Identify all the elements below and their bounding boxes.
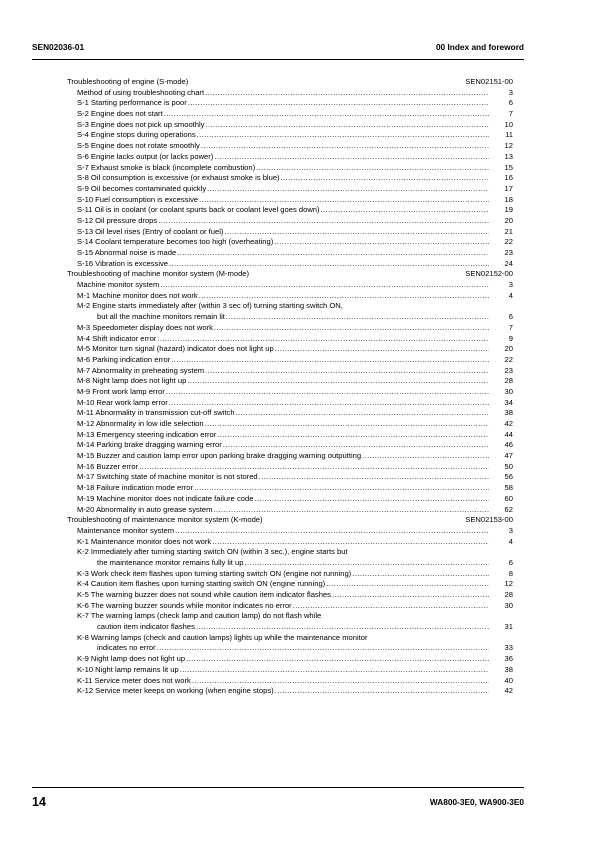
dot-leader [205,88,489,99]
dot-leader [169,259,489,270]
toc-entry-page: 3 [508,525,513,535]
dot-leader [158,216,489,227]
toc-entry[interactable] [67,472,513,483]
document-code: SEN02036-01 [32,42,85,52]
toc-entry-multiline[interactable] [67,633,513,654]
toc-entry[interactable] [67,248,513,259]
toc-entry-page: 30 [504,600,513,610]
toc-entry[interactable] [67,622,513,633]
dot-leader [275,686,489,697]
toc-entry-page: 38 [504,408,513,418]
toc-entry-title: caution item indicator flashes [97,622,195,632]
toc-entry-page: 56 [504,472,513,482]
toc-entry-page: 36 [504,654,513,664]
toc-entry[interactable] [67,558,513,569]
dot-leader [205,419,489,430]
toc-entry-title: S-1 Starting performance is poor [77,98,187,108]
toc-entry-title: M-10 Rear work lamp error [77,397,168,407]
toc-entry-page: 18 [504,194,513,204]
toc-entry-title: S-8 Oil consumption is excessive (or exhaust smoke is blue) [77,173,280,183]
toc-entry-title: K-4 Caution item flashes upon turning starting switch ON (engine running) [77,579,326,589]
dot-leader [180,665,489,676]
toc-entry-title: the maintenance monitor remains fully lit up [97,557,244,567]
toc-entry[interactable] [67,291,513,302]
dot-leader [352,569,489,580]
dot-leader [160,280,489,291]
toc-entry[interactable] [67,355,513,366]
toc-entry[interactable] [67,494,513,505]
toc-entry[interactable] [67,526,513,537]
toc-entry-page: 21 [504,226,513,236]
dot-leader [199,291,489,302]
toc-entry[interactable] [67,323,513,334]
toc-entry-page: 62 [504,504,513,514]
dot-leader [157,334,489,345]
toc-entry-page: 10 [504,119,513,129]
toc-entry-page: 3 [508,280,513,290]
toc-entry-page: 15 [504,162,513,172]
toc-entry-page: 58 [504,483,513,493]
toc-entry-page: 47 [504,451,513,461]
toc-entry-page: 44 [504,429,513,439]
toc-entry[interactable] [67,537,513,548]
toc-entry-title: S-5 Engine does not rotate smoothly [77,141,200,151]
toc-entry-page: 38 [504,664,513,674]
toc-entry-page: 20 [504,344,513,354]
dot-leader [362,451,489,462]
dot-leader [293,601,489,612]
toc-entry-page: 46 [504,440,513,450]
toc-entry-title: M-18 Failure indication mode error [77,483,194,493]
toc-entry[interactable] [67,676,513,687]
toc-entry[interactable] [67,195,513,206]
dot-leader [226,312,489,323]
page-header [32,42,524,54]
toc-entry[interactable] [67,184,513,195]
toc-entry-title: S-4 Engine stops during operations [77,130,196,140]
dot-leader [244,558,489,569]
dot-leader [171,355,489,366]
toc-entry[interactable] [67,109,513,120]
toc-entry-page: 23 [504,248,513,257]
toc-entry-title: M-17 Switching state of machine monitor is not stored [77,472,258,482]
toc-entry-page: 11 [505,130,513,140]
toc-entry[interactable] [67,98,513,109]
toc-entry-title: M-5 Monitor turn signal (hazard) indicator does not light up [77,344,274,354]
toc-entry-page: 22 [504,237,513,247]
dot-leader [201,141,489,152]
toc-entry[interactable] [67,408,513,419]
dot-leader [199,195,489,206]
dot-leader [256,163,489,174]
toc-entry-page: 28 [504,376,513,386]
toc-entry-title: S-16 Vibration is excessive [77,258,169,268]
toc-entry-page: 6 [508,557,513,567]
toc-entry[interactable] [67,376,513,387]
toc-entry[interactable] [67,430,513,441]
dot-leader [223,440,489,451]
toc-entry[interactable] [67,280,513,291]
toc-entry-page: 3 [508,87,513,97]
toc-entry-title: M-11 Abnormality in transmission cut-off switch [77,408,235,418]
toc-entry[interactable] [67,88,513,99]
dot-leader [224,227,489,238]
toc-entry-page: 23 [504,365,513,375]
toc-entry-title: K-9 Night lamp does not light up [77,654,186,664]
table-of-contents [67,77,513,697]
toc-entry[interactable] [67,216,513,227]
footer-rule [32,787,524,788]
toc-entry[interactable] [67,601,513,612]
dot-leader [326,579,489,590]
toc-entry-title: M-9 Front work lamp error [77,386,165,396]
toc-entry[interactable] [67,120,513,131]
toc-entry-page: 7 [508,322,513,332]
toc-entry-page: 8 [508,568,513,578]
toc-entry[interactable] [67,569,513,580]
toc-entry-title: K-7 The warning lamps (check lamp and caution lamp) do not flash while [77,611,322,621]
toc-entry-page: 31 [504,622,513,632]
toc-entry-page: 7 [508,109,513,119]
toc-entry[interactable] [67,686,513,697]
dot-leader [166,387,489,398]
dot-leader [205,366,489,377]
toc-entry-multiline[interactable] [67,611,513,632]
page-footer [32,795,524,811]
toc-entry[interactable] [67,312,513,323]
dot-leader [197,130,489,141]
toc-section-heading [67,77,513,88]
dot-leader [192,676,489,687]
toc-entry-title: K-1 Maintenance monitor does not work [77,536,212,546]
toc-entry-page: 22 [504,354,513,364]
dot-leader [214,323,489,334]
section-heading-code: SEN02152-00 [465,269,513,279]
dot-leader [139,462,489,473]
toc-entry[interactable] [67,665,513,676]
toc-entry[interactable] [67,440,513,451]
toc-entry-page: 28 [504,590,513,599]
toc-entry-title: S-11 Oil is in coolant (or coolant spurts back or coolant level goes down) [77,205,320,215]
toc-entry-page: 33 [504,643,513,653]
toc-entry-page: 12 [504,141,513,151]
toc-entry-title: K-11 Service meter does not work [77,675,191,685]
toc-entry[interactable] [67,152,513,163]
dot-leader [188,98,489,109]
toc-entry-page: 17 [504,183,513,193]
toc-entry[interactable] [67,237,513,248]
toc-entry-page: 12 [504,579,513,589]
dot-leader [214,152,489,163]
toc-entry[interactable] [67,205,513,216]
dot-leader [187,376,489,387]
section-heading-title: Troubleshooting of machine monitor system (M-mode) [67,269,250,279]
toc-entry-multiline[interactable] [67,547,513,568]
toc-entry-page: 30 [504,386,513,396]
toc-entry-page: 4 [508,290,513,300]
toc-entry-title: S-7 Exhaust smoke is black (incomplete combustion) [77,162,256,172]
toc-entry-title: M-14 Parking brake dragging warning error [77,440,222,450]
toc-entry-title: M-6 Parking indication error [77,354,171,364]
dot-leader [236,408,489,419]
dot-leader [321,205,489,216]
dot-leader [217,430,489,441]
toc-entry[interactable] [67,173,513,184]
toc-entry[interactable] [67,643,513,654]
toc-entry-page: 50 [504,461,513,471]
dot-leader [207,184,489,195]
dot-leader [213,505,489,516]
toc-entry-multiline[interactable] [67,301,513,322]
toc-entry-title: M-13 Emergency steering indication error [77,429,217,439]
section-heading-code: SEN02153-00 [465,515,513,525]
section-heading-title: Troubleshooting of engine (S-mode) [67,77,189,86]
dot-leader [157,643,489,654]
toc-entry-page: 4 [508,536,513,546]
dot-leader [175,526,489,537]
toc-entry-title: S-13 Oil level rises (Entry of coolant or fuel) [77,226,224,236]
page-number: 14 [32,795,46,809]
dot-leader [164,109,489,120]
toc-entry-title: K-2 Immediately after turning starting switch ON (within 3 sec.), engine starts but [77,547,348,557]
dot-leader [275,344,489,355]
toc-entry-title: K-8 Warning lamps (check and caution lamps) lights up while the maintenance monitor [77,632,368,642]
toc-entry-title: S-6 Engine lacks output (or lacks power) [77,151,214,161]
toc-entry[interactable] [67,398,513,409]
toc-entry-page: 13 [504,151,513,161]
toc-entry-title: indicates no error [97,643,156,653]
toc-entry-page: 24 [504,258,513,268]
toc-entry[interactable] [67,366,513,377]
toc-entry[interactable] [67,451,513,462]
model-name: WA800-3E0, WA900-3E0 [429,797,524,807]
toc-section-heading [67,515,513,526]
toc-entry-title: Maintenance monitor system [77,525,175,535]
toc-entry-title: K-12 Service meter keeps on working (when engine stops) [77,686,274,696]
toc-entry-title: M-16 Buzzer error [77,461,139,471]
toc-entry-title: M-3 Speedometer display does not work [77,322,213,332]
toc-entry-title: K-10 Night lamp remains lit up [77,664,179,674]
toc-entry-page: 19 [504,205,513,215]
toc-entry-title: M-4 Shift indicator error [77,333,157,343]
toc-entry[interactable] [67,579,513,590]
toc-entry[interactable] [67,387,513,398]
toc-entry[interactable] [67,163,513,174]
dot-leader [177,248,489,259]
toc-entry-page: 9 [508,333,513,343]
toc-entry-title: M-8 Night lamp does not light up [77,376,187,386]
toc-entry-title: M-20 Abnormality in auto grease system [77,504,213,514]
toc-entry-page: 42 [504,686,513,696]
toc-entry[interactable] [67,590,513,601]
toc-entry[interactable] [67,654,513,665]
toc-entry-title: M-12 Abnormality in low idle selection [77,419,204,428]
toc-entry-page: 6 [508,312,513,322]
section-heading-title: Troubleshooting of maintenance monitor system (K-mode) [67,515,263,525]
toc-entry-title: but all the machine monitors remain lit [97,312,225,322]
toc-entry[interactable] [67,227,513,238]
toc-entry[interactable] [67,505,513,516]
toc-entry-title: S-12 Oil pressure drops [77,215,158,225]
toc-entry-title: K-6 The warning buzzer sounds while monitor indicates no error [77,600,292,610]
toc-entry-title: M-15 Buzzer and caution lamp error upon parking brake dragging warning outputting [77,451,362,461]
toc-entry[interactable] [67,259,513,270]
toc-entry-title: S-3 Engine does not pick up smoothly [77,119,205,129]
toc-entry[interactable] [67,334,513,345]
toc-entry-title: K-3 Work check item flashes upon turning starting switch ON (engine not running) [77,568,352,578]
toc-entry[interactable] [67,141,513,152]
dot-leader [169,398,489,409]
dot-leader [196,622,489,633]
dot-leader [274,237,489,248]
toc-entry-title: M-7 Abnormality in preheating system [77,365,205,375]
toc-entry-page: 16 [504,173,513,183]
toc-entry-title: S-14 Coolant temperature becomes too high (overheating) [77,237,274,247]
toc-entry-page: 40 [504,675,513,685]
toc-entry-title: S-15 Abnormal noise is made [77,248,177,257]
header-rule [32,59,524,60]
toc-entry-title: M-2 Engine starts immediately after (within 3 sec of) turning starting switch ON, [77,301,343,311]
section-heading-code: SEN02151-00 [465,77,513,86]
toc-entry-page: 60 [504,493,513,503]
dot-leader [254,494,489,505]
toc-entry[interactable] [67,419,513,430]
toc-entry-page: 6 [508,98,513,108]
dot-leader [205,120,489,131]
toc-entry-title: M-19 Machine monitor does not indicate failure code [77,493,254,503]
dot-leader [259,472,489,483]
toc-entry-page: 20 [504,215,513,225]
dot-leader [194,483,489,494]
toc-entry-page: 34 [504,397,513,407]
dot-leader [281,173,489,184]
toc-entry-title: Method of using troubleshooting chart [77,87,205,97]
toc-entry-title: M-1 Machine monitor does not work [77,290,198,300]
dot-leader [332,590,489,601]
toc-entry-title: S-2 Engine does not start [77,109,163,119]
dot-leader [186,654,489,665]
toc-entry-title: S-9 Oil becomes contaminated quickly [77,183,207,193]
toc-entry-title: Machine monitor system [77,280,160,290]
dot-leader [212,537,489,548]
toc-entry[interactable] [67,130,513,141]
toc-section-heading [67,269,513,280]
toc-entry-page: 42 [504,419,513,428]
toc-entry-title: S-10 Fuel consumption is excessive [77,194,199,204]
toc-entry-title: K-5 The warning buzzer does not sound while caution item indicator flashes [77,590,331,599]
section-title: 00 Index and foreword [435,42,524,52]
toc-entry[interactable] [67,483,513,494]
toc-entry[interactable] [67,462,513,473]
toc-entry[interactable] [67,344,513,355]
